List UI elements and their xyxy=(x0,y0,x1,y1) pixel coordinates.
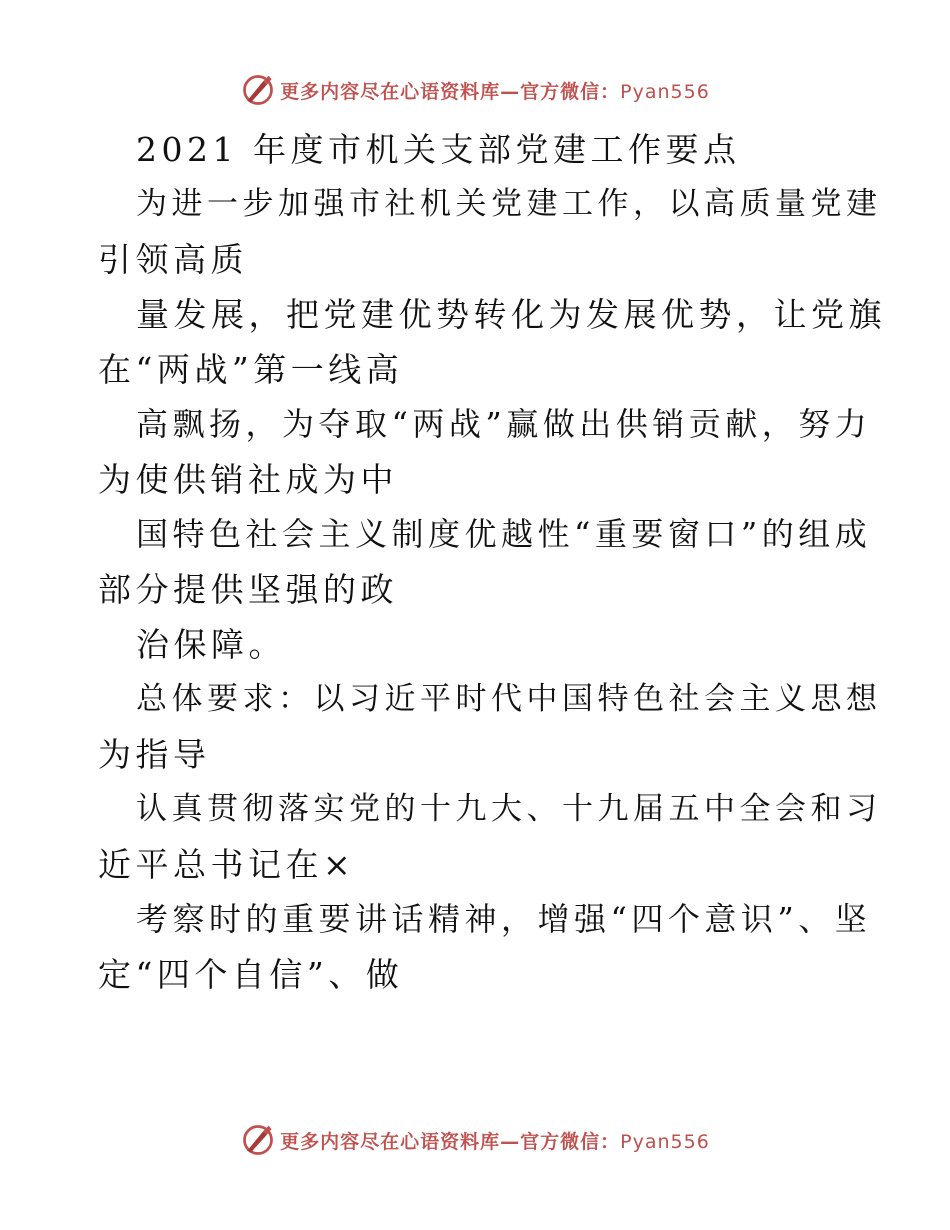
header-watermark xyxy=(0,70,950,110)
document-body xyxy=(98,122,888,1002)
pen-logo-icon xyxy=(240,72,276,108)
text-line: 考察时的重要讲话精神，增强“四个意识”、坚 xyxy=(136,900,872,938)
text-line: 引领高质 xyxy=(98,240,248,279)
footer-watermark xyxy=(0,1120,950,1160)
text-line: 量发展，把党建优势转化为发展优势，让党旗 xyxy=(136,295,886,334)
text-line: 认真贯彻落实党的十九大、十九届五中全会和习 xyxy=(136,791,882,827)
text-line: 治保障。 xyxy=(136,625,286,664)
text-line: 在“两战”第一线高 xyxy=(98,350,404,389)
text-line: 国特色社会主义制度优越性“重要窗口”的组成 xyxy=(136,515,872,553)
text-line: 高飘扬，为夺取“两战”赢做出供销贡献，努力 xyxy=(136,405,872,443)
text-line: 为指导 xyxy=(98,735,211,774)
text-line: 为进一步加强市社机关党建工作，以高质量党建 xyxy=(136,186,882,222)
text-line: 总体要求：以习近平时代中国特色社会主义思想 xyxy=(136,681,882,717)
watermark-text: 更多内容尽在心语资料库—官方微信：Pyan556 xyxy=(280,1130,710,1153)
text-line: 为使供销社成为中 xyxy=(98,460,398,499)
watermark-text: 更多内容尽在心语资料库—官方微信：Pyan556 xyxy=(280,80,710,103)
text-line: 定“四个自信”、做 xyxy=(98,955,404,994)
pen-logo-icon xyxy=(240,1122,276,1158)
document-title: 2021 年度市机关支部党建工作要点 xyxy=(136,130,741,169)
text-line: 部分提供坚强的政 xyxy=(98,570,398,609)
text-line: 近平总书记在× xyxy=(98,845,356,884)
